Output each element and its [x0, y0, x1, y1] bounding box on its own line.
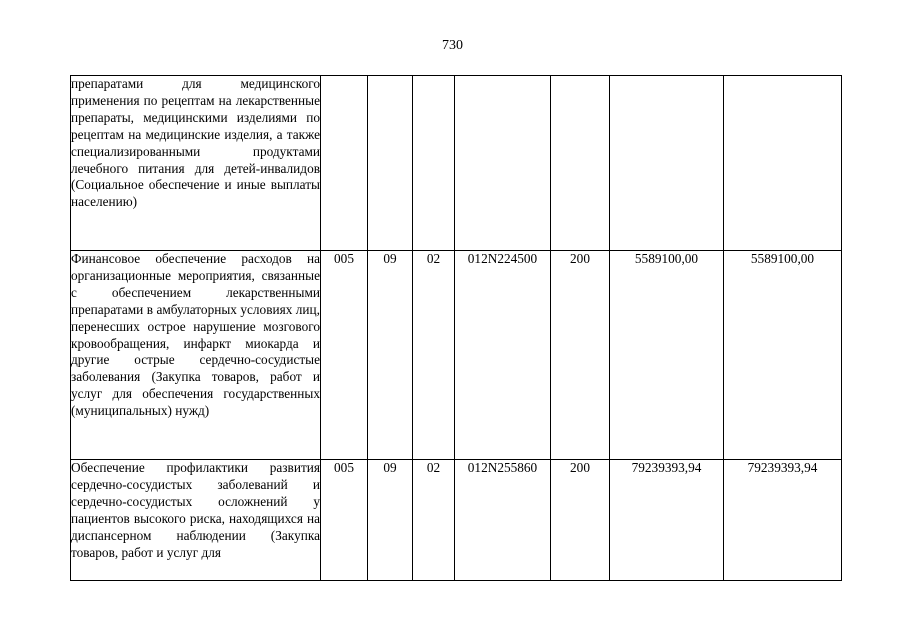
table-row	[71, 251, 842, 460]
ministry-code: 005	[321, 460, 368, 581]
subsection-code	[413, 76, 455, 251]
amount-1: 79239393,94	[610, 460, 724, 581]
table-row	[71, 76, 842, 251]
target-article-code	[455, 76, 551, 251]
amount-2: 5589100,00	[724, 251, 842, 460]
ministry-code: 005	[321, 251, 368, 460]
row-description: Финансовое обеспечение расходов на организационные мероприятия, связанные с обеспечением лекарственными препаратами в амбулаторных условиях лиц, перенесших острое нарушение мозгового кровообращения, инфаркт миокарда и другие острые сердечно-сосудистые заболевания (Закупка товаров, работ и услуг для обеспечения государственных (муниципальных) нужд)	[71, 251, 321, 460]
budget-table	[70, 75, 842, 581]
amount-1: 5589100,00	[610, 251, 724, 460]
target-article-code: 012N224500	[455, 251, 551, 460]
row-description: препаратами для медицинского применения по рецептам на лекарственные препараты, медицинскими изделиями по рецептам на медицинские изделия, а также специализированными продуктами лечебного питания для детей-инвалидов (Социальное обеспечение и иные выплаты населению)	[71, 76, 321, 251]
section-code: 09	[368, 460, 413, 581]
target-article-code: 012N255860	[455, 460, 551, 581]
table-row	[71, 460, 842, 581]
row-description: Обеспечение профилактики развития сердечно-сосудистых заболеваний и сердечно-сосудистых осложнений у пациентов высокого риска, находящихся на диспансерном наблюдении (Закупка товаров, работ и услуг для	[71, 460, 321, 581]
section-code	[368, 76, 413, 251]
page-number: 730	[442, 38, 463, 53]
subsection-code: 02	[413, 460, 455, 581]
subsection-code: 02	[413, 251, 455, 460]
expense-type-code: 200	[551, 460, 610, 581]
ministry-code	[321, 76, 368, 251]
amount-2	[724, 76, 842, 251]
expense-type-code: 200	[551, 251, 610, 460]
section-code: 09	[368, 251, 413, 460]
expense-type-code	[551, 76, 610, 251]
amount-2: 79239393,94	[724, 460, 842, 581]
amount-1	[610, 76, 724, 251]
